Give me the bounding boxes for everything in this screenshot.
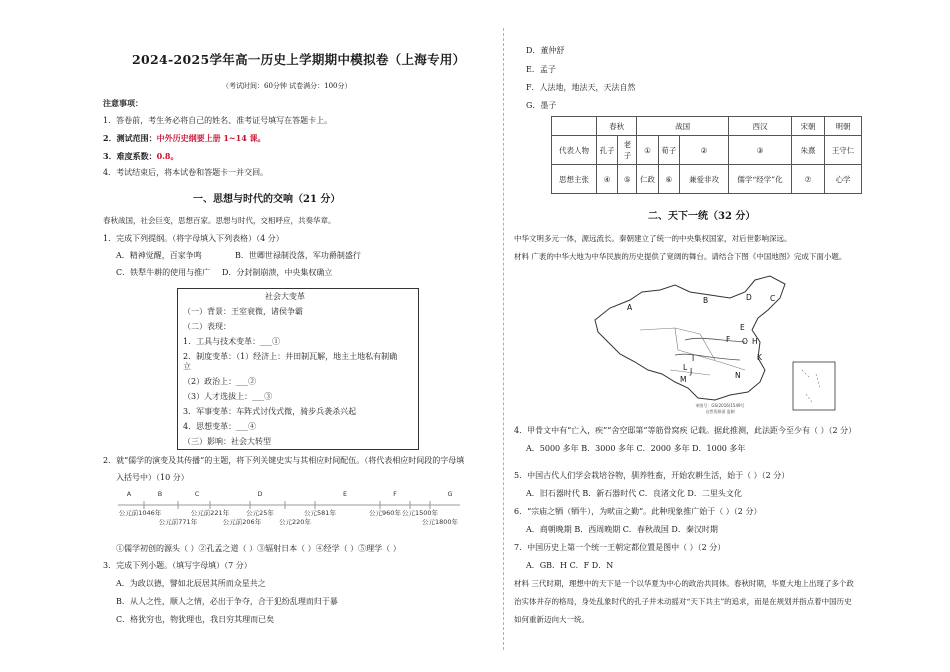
table-cell: ⑤ [618, 165, 637, 194]
q1-option-c: C．铁犁牛耕的使用与推广 [116, 268, 211, 277]
outline-line: （三）影响：社会大转型 [183, 437, 271, 446]
note-3 [103, 150, 179, 163]
outline-line: 3．军事变革：车阵式讨伐式微，骑步兵袭杀兴起 [183, 407, 357, 416]
table-cell: 春秋 [597, 117, 637, 136]
map-label: C [770, 294, 776, 303]
q7-stem: 7．中国历史上第一个统一王朝定都位置是图中（ ）（2 分） [514, 543, 726, 552]
timeline-date: 公元前221年 [190, 509, 230, 517]
note-2 [103, 132, 266, 145]
note-2-label: 2．测试范围： [103, 133, 157, 143]
table-cell: 西汉 [729, 117, 792, 136]
q6-options: A．商朝晚期 B．西周晚期 C．春秋战国 D．秦汉时期 [526, 525, 718, 534]
table-cell: 王守仁 [825, 136, 862, 165]
table-row [552, 165, 862, 194]
thinker-table [551, 116, 862, 194]
section2-intro: 中华文明多元一体，源远流长。秦朝建立了统一的中央集权国家，对后世影响深远。 [514, 234, 792, 243]
q7-options: A．GB．H C．F D．N [526, 561, 614, 570]
option-f: F．人法地，地法天，天法自然 [526, 83, 636, 92]
map-label: J [690, 367, 693, 376]
q1-stem: 1．完成下列提纲。（将字母填入下列表格）（4 分） [103, 234, 284, 243]
timeline-letter: A [126, 490, 132, 498]
material-2-end: 如何重新迈向大一统。 [514, 615, 589, 624]
timeline-letter: B [157, 490, 163, 498]
timeline-date: 公元前771年 [158, 518, 198, 526]
outline-title: 社会大变革 [265, 292, 305, 301]
table-cell: 战国 [637, 117, 729, 136]
table-cell: 朱熹 [792, 136, 825, 165]
outline-line: （二）表现： [183, 322, 231, 331]
q5-options: A．旧石器时代 B．新石器时代 C．良渚文化 D．二里头文化 [526, 489, 742, 498]
map-label: L [683, 363, 688, 372]
table-cell [552, 117, 597, 136]
table-cell: ① [637, 136, 658, 165]
q3-option-b: B．从人之性，顺人之情，必出于争夺，合于犯纷乱理而归于暴 [116, 597, 338, 606]
q5-stem: 5．中国古代人们学会栽培谷物，驯养牲畜，开始农耕生活，始于（ ）（2 分） [514, 471, 790, 480]
table-cell: 孔子 [597, 136, 618, 165]
table-cell: 老子 [618, 136, 637, 165]
note-3-value: 0.8。 [156, 151, 179, 161]
table-cell: ④ [597, 165, 618, 194]
outline-line: 2．制度变革：（1）经济上：井田制瓦解，地主土地私有制确 [183, 352, 398, 361]
note-3-label: 3．难度系数： [103, 151, 157, 161]
note-2-value: 中外历史纲要上册 1~14 课。 [156, 133, 266, 143]
map-label: N [735, 371, 741, 380]
map-label: E [740, 323, 745, 332]
map-label: M [680, 375, 687, 384]
table-cell: 儒学“经学”化 [729, 165, 792, 194]
q4-options: A．5000 多年 B．3000 多年 C．2000 多年 D．1000 多年 [526, 444, 746, 453]
timeline-date: 公元1500年 [401, 509, 439, 517]
timeline-chart [110, 487, 470, 527]
timeline-date: 公元960年 [369, 509, 401, 517]
section1-intro: 春秋战国，社会巨变，思想百家。思想与时代，交相呼应，共奏华章。 [103, 216, 336, 225]
timeline-date: 公元581年 [304, 509, 336, 517]
table-cell: ② [680, 136, 729, 165]
china-map [580, 270, 840, 415]
material-2: 材料 三代时期，理想中的天下是一个以华夏为中心的政治共同体。春秋时期，华夏大地上出现了多个政 [514, 579, 854, 588]
q1-option-a: A．精神觉醒，百家争鸣 [116, 251, 202, 260]
table-cell: 心学 [825, 165, 862, 194]
section2-title: 二、天下一统（32 分） [648, 211, 756, 222]
q3-stem: 3．完成下列小题。（填写字母填）（7 分） [103, 561, 252, 570]
q6-stem: 6．“宗庙之牺（牺牛），为畎亩之勤”。此种现象推广始于（ ）（2 分） [514, 507, 762, 516]
outline-line: 立 [183, 362, 191, 371]
map-label: B [703, 296, 709, 305]
timeline-letter: C [194, 490, 200, 498]
timeline-letter: D [257, 490, 263, 498]
material-2-cont: 治实体并存的格局，身处乱象时代的孔子并未动摇对“天下共主”的追求，而是在规划并指点着中国历史 [514, 597, 852, 606]
timeline-date: 公元前206年 [222, 518, 262, 526]
option-d: D．董仲舒 [526, 46, 565, 55]
page-title: 2024-2025学年高一历史上学期期中模拟卷（上海专用） [132, 52, 466, 67]
timeline-date: 公元25年 [246, 509, 274, 517]
map-caption: 审图号：GS(2016)1549号 [695, 403, 745, 408]
q1-option-d: D．分封制崩溃，中央集权确立 [222, 268, 333, 277]
exam-info: （考试时间：60分钟 试卷满分：100分） [222, 82, 352, 90]
outline-line: 4．思想变革：___④ [183, 422, 257, 431]
table-cell: ⑦ [792, 165, 825, 194]
q3-option-a: A．为政以德，譬如北辰居其所而众星共之 [116, 579, 266, 588]
table-row [552, 136, 862, 165]
table-cell: 代表人物 [552, 136, 597, 165]
table-cell: ⑥ [658, 165, 679, 194]
option-g: G．墨子 [526, 101, 557, 110]
option-e: E．孟子 [526, 65, 556, 74]
table-row [552, 117, 862, 136]
table-cell: 明朝 [825, 117, 862, 136]
timeline-letter: G [447, 490, 453, 498]
q3-option-c: C．格犹穷也，物犹理也，我日穷其理而已矣 [116, 615, 275, 624]
south-sea-inset [793, 362, 835, 410]
map-label: I [692, 354, 695, 363]
timeline-letter: E [342, 490, 348, 498]
section1-title: 一、思想与时代的交响（21 分） [193, 194, 341, 205]
q1-option-b: B．世卿世禄制没落，军功爵制盛行 [235, 251, 361, 260]
note-4: 4．考试结束后，将本试卷和答题卡一并交回。 [103, 168, 269, 177]
q2-stem: 2．就“儒学的演变及其传播”的主题，将下列关键史实与其相应时间配伍。（将代表相应时间段的字母填 [103, 456, 465, 465]
table-cell: 兼爱非攻 [680, 165, 729, 194]
column-divider [503, 28, 504, 650]
q2-stem-cont: 入括号中）（10 分） [116, 473, 189, 482]
outline-line: 1．工具与技术变革：___① [183, 337, 281, 346]
table-cell: 仁政 [637, 165, 658, 194]
timeline-date: 公元1800年 [421, 518, 459, 526]
outline-line: （一）背景：王室衰微，诸侯争霸 [183, 307, 303, 316]
map-caption: 自然资源部 监制 [705, 409, 735, 414]
timeline-date: 公元前1046年 [118, 509, 162, 517]
table-cell: 荀子 [658, 136, 679, 165]
material-1: 材料 广袤的中华大地为中华民族的历史提供了宽阔的舞台。请结合下图《中国地图》完成下面小题。 [514, 252, 847, 261]
timeline-date: 公元220年 [279, 518, 311, 526]
map-label: H [752, 337, 758, 346]
map-label: D [746, 293, 752, 302]
outline-line: （3）人才选拔上：___③ [183, 392, 273, 401]
map-label: A [627, 303, 633, 312]
note-1: 1．答卷前，考生务必将自己的姓名、准考证号填写在答题卡上。 [103, 116, 333, 125]
outline-line: （2）政治上：___② [183, 377, 257, 386]
table-cell: ③ [729, 136, 792, 165]
table-cell: 思想主张 [552, 165, 597, 194]
table-cell: 宋朝 [792, 117, 825, 136]
notes-heading: 注意事项： [103, 98, 143, 108]
q2-fill-line: ①儒学初创的源头（ ）②孔孟之道（ ）③辐射日本（ ）④经学（ ）⑤理学（ ） [116, 544, 401, 553]
timeline-letter: F [393, 490, 397, 498]
q4-stem: 4．甲骨文中有“亡入，疾”“舍空邸第”等筋骨窝疾 记载。据此推测，此法距今至少有（ ）（2 分） [514, 426, 857, 435]
map-label: K [757, 353, 762, 362]
map-label: O [742, 337, 748, 346]
map-label: F [726, 335, 731, 344]
